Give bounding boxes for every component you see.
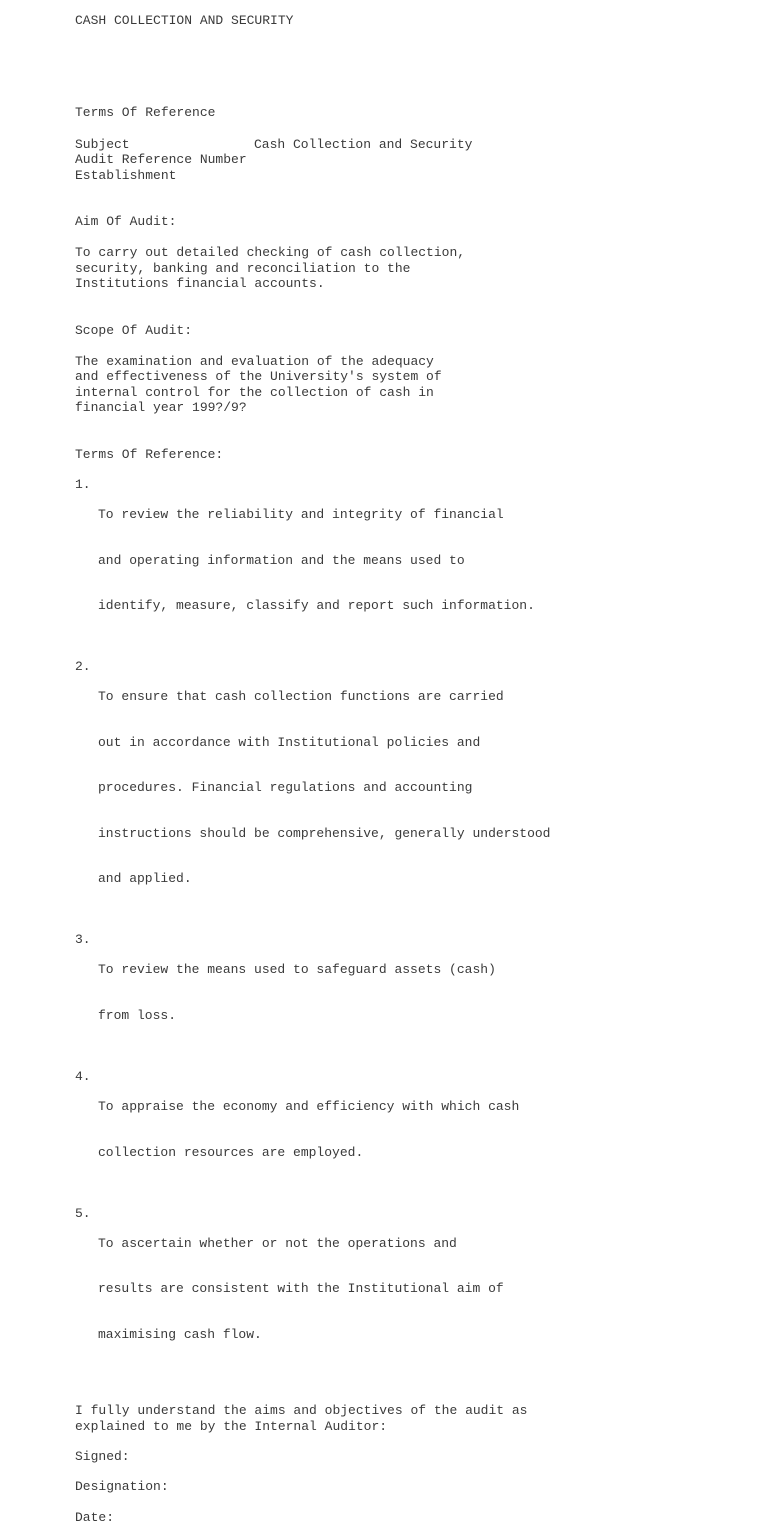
list-item-line: procedures. Financial regulations and accounting [98,780,473,796]
terms-list [75,477,755,1372]
paragraph-line: security, banking and reconciliation to the [75,260,411,276]
list-item-number: 3. [75,932,91,948]
paragraph-line: The examination and evaluation of the adequacy [75,354,434,370]
list-item-line: and operating information and the means used to [98,552,465,568]
field-audit-reference-number [75,152,755,167]
field-label: Establishment [75,167,177,183]
list-item-line: maximising cash flow. [98,1326,262,1342]
list-item-number: 5. [75,1205,91,1221]
scope-paragraph [75,354,755,416]
list-item-line: To ascertain whether or not the operations and [98,1235,457,1251]
aim-paragraph [75,245,755,291]
list-item-line: results are consistent with the Institutional aim of [98,1281,504,1297]
list-item-line: To review the reliability and integrity of financial [98,507,504,523]
list-item [75,932,755,1053]
list-item-number: 1. [75,477,91,493]
scope-heading: Scope Of Audit: [75,322,193,338]
paragraph-line: and effectiveness of the University's system of [75,369,442,385]
list-item-line: To ensure that cash collection functions are carried [98,689,504,705]
field-label: Audit Reference Number [75,152,247,168]
list-item-line: To appraise the economy and efficiency with which cash [98,1099,520,1115]
aim-heading: Aim Of Audit: [75,214,177,230]
paragraph-line: explained to me by the Internal Auditor: [75,1418,388,1434]
list-item-line: from loss. [98,1007,177,1023]
paragraph-line: Institutions financial accounts. [75,276,325,292]
field-value: Cash Collection and Security [254,136,473,152]
document-page [75,13,755,1525]
signed-label: Signed: [75,1449,130,1464]
list-item [75,659,755,916]
paragraph-line: I fully understand the aims and objectives of the audit as [75,1403,528,1419]
confirmation-statement [75,1403,755,1434]
list-item [75,1206,755,1372]
list-item [75,1069,755,1190]
terms-heading: Terms Of Reference: [75,446,224,462]
document-title: CASH COLLECTION AND SECURITY [75,13,294,28]
list-item-line: To review the means used to safeguard assets (cash) [98,962,496,978]
field-label: Subject [75,136,130,152]
date-label: Date: [75,1509,115,1525]
list-item-line: and applied. [98,870,192,886]
paragraph-line: financial year 199?/9? [75,400,247,416]
list-item-number: 2. [75,659,91,675]
paragraph-line: internal control for the collection of cash in [75,384,434,400]
paragraph-line: To carry out detailed checking of cash collection, [75,245,466,261]
terms-of-reference-heading: Terms Of Reference [75,105,216,121]
field-subject [75,137,755,152]
list-item-number: 4. [75,1069,91,1085]
list-item-line: identify, measure, classify and report such information. [98,597,535,613]
list-item-line: out in accordance with Institutional policies and [98,734,481,750]
list-item [75,477,755,643]
list-item-line: collection resources are employed. [98,1144,364,1160]
subject-block [75,137,755,183]
list-item-line: instructions should be comprehensive, generally understood [98,825,551,841]
field-establishment [75,168,755,183]
designation-label: Designation: [75,1479,169,1495]
